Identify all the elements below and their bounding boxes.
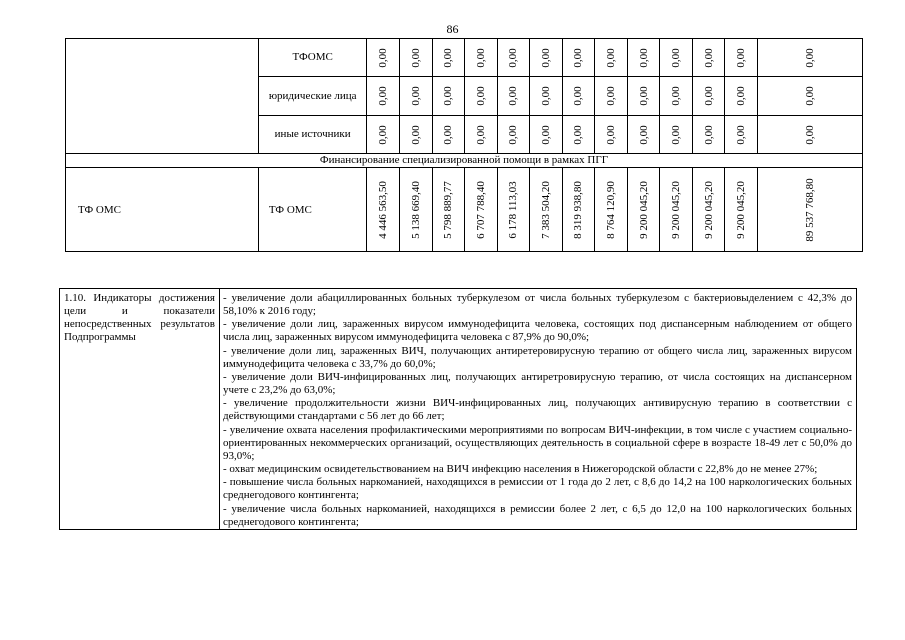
amount-cell [530, 39, 563, 77]
amount-value: 0,00 [442, 86, 455, 106]
amount-cell [497, 39, 530, 77]
indicators-table [59, 288, 857, 530]
amount-value: 0,00 [605, 47, 618, 68]
amount-value: 9 200 045,20 [702, 180, 715, 239]
amount-cell [562, 168, 595, 252]
amount-cell [757, 116, 862, 154]
amount-value: 0,00 [507, 47, 520, 68]
amount-value: 9 200 045,20 [637, 180, 650, 239]
funding-source-cell: юридические лица [258, 77, 367, 116]
amount-value: 7 383 504,20 [539, 180, 552, 239]
amount-cell [595, 168, 628, 252]
amount-cell [367, 39, 400, 77]
amount-cell [692, 116, 725, 154]
amount-cell [692, 39, 725, 77]
amount-value: 0,00 [702, 86, 715, 106]
amount-cell [432, 39, 465, 77]
amount-cell [757, 77, 862, 116]
amount-cell [627, 77, 660, 116]
amount-value: 0,00 [572, 124, 585, 145]
amount-value: 0,00 [637, 124, 650, 145]
amount-value: 0,00 [637, 86, 650, 106]
amount-value: 0,00 [474, 124, 487, 145]
amount-cell [530, 116, 563, 154]
amount-value: 0,00 [409, 86, 422, 106]
organization-cell-empty [66, 39, 259, 154]
amount-cell [465, 39, 498, 77]
section-header-row [66, 154, 863, 168]
amount-value: 0,00 [670, 124, 683, 145]
amount-cell [725, 77, 758, 116]
amount-cell [627, 168, 660, 252]
amount-cell [562, 39, 595, 77]
amount-cell [497, 77, 530, 116]
amount-value: 9 200 045,20 [670, 180, 683, 239]
amount-value: 0,00 [670, 86, 683, 106]
amount-value: 0,00 [474, 47, 487, 68]
amount-cell [627, 116, 660, 154]
page-number: 86 [446, 22, 459, 36]
amount-value: 4 446 563,50 [377, 180, 390, 239]
indicator-item: - увеличение доли лиц, зараженных вирусом иммунодефицита человека, состоящих под диспансерным наблюдением от общего числа лиц, зараженных вирусом иммунодефицита человека с 87,9% до 90,0%; [223, 318, 852, 344]
amount-cell [660, 77, 693, 116]
amount-value: 0,00 [803, 86, 816, 106]
indicator-item: - охват медицинским освидетельствованием на ВИЧ инфекцию населения в Нижегородской области с 22,8% до не менее 27%; [223, 463, 818, 476]
amount-value: 0,00 [637, 47, 650, 68]
indicator-item: - увеличение продолжительности жизни ВИЧ-инфицированных лиц, получающих антивирусную терапию в соответствии с действующими стандартами с 56 лет до 66 лет; [223, 397, 852, 423]
amount-value: 0,00 [702, 47, 715, 68]
organization-cell: ТФ ОМС [66, 168, 259, 252]
amount-cell [692, 168, 725, 252]
funding-source-cell: ТФОМС [258, 39, 367, 77]
amount-cell [627, 39, 660, 77]
amount-cell [367, 168, 400, 252]
section-header: Финансирование специализированной помощи в рамках ПГГ [66, 154, 863, 168]
amount-value: 0,00 [377, 47, 390, 68]
amount-value: 6 178 113,03 [507, 180, 520, 239]
indicator-item: - увеличение доли ВИЧ-инфицированных лиц, получающих антиретровирусную терапию, от числа состоящих на диспансерном учете с 23,2% до 63,0%; [223, 370, 852, 397]
financing-table [65, 38, 863, 252]
amount-cell [692, 77, 725, 116]
amount-cell [432, 168, 465, 252]
amount-cell [725, 168, 758, 252]
amount-cell [562, 77, 595, 116]
amount-cell [757, 39, 862, 77]
indicators-row [60, 289, 857, 530]
amount-cell [660, 168, 693, 252]
amount-cell [530, 77, 563, 116]
amount-cell [660, 116, 693, 154]
amount-value: 0,00 [803, 47, 816, 68]
amount-cell [757, 168, 862, 252]
amount-cell [465, 116, 498, 154]
amount-value: 0,00 [442, 124, 455, 145]
amount-cell [530, 168, 563, 252]
indicator-item: - повышение числа больных наркоманией, находящихся в ремиссии от 1 года до 2 лет, с 8,6 до 14,2 на 100 наркологических больных среднегодового контингента; [223, 476, 852, 502]
amount-value: 8 319 938,80 [572, 180, 585, 239]
amount-value: 0,00 [702, 124, 715, 145]
amount-value: 0,00 [605, 124, 618, 145]
amount-cell [432, 77, 465, 116]
indicators-label: 1.10. Индикаторы достижения цели и показатели непосредственных результатов Подпрограммы [60, 289, 220, 530]
amount-value: 5 138 669,40 [409, 180, 422, 239]
indicator-item: - увеличение доли абациллированных больных туберкулезом от числа больных туберкулезом с бактериовыделением с 42,3% до 58,10% к 2016 году; [223, 292, 852, 318]
amount-cell [725, 116, 758, 154]
amount-value: 0,00 [572, 47, 585, 68]
amount-cell [595, 77, 628, 116]
amount-value: 0,00 [507, 86, 520, 106]
indicator-item: - увеличение охвата населения профилактическими мероприятиями по вопросам ВИЧ-инфекции, в том числе с участием социально-ориентированных некоммерческих организаций, осуществляющих деятельность в социальной сфере в возрасте 18-49 лет с 50,0% до 93,0%; [223, 423, 852, 462]
amount-value: 0,00 [377, 124, 390, 145]
amount-value: 0,00 [507, 124, 520, 145]
amount-value: 0,00 [572, 86, 585, 106]
amount-value: 0,00 [442, 47, 455, 68]
amount-cell [399, 168, 432, 252]
indicators-list [220, 289, 857, 530]
amount-value: 0,00 [539, 86, 552, 106]
amount-value: 0,00 [670, 47, 683, 68]
indicator-item: - увеличение числа больных наркоманией, находящихся в ремиссии более 2 лет, с 6,5 до 12,0 на 100 наркологических больных среднегодового контингента; [223, 502, 852, 528]
amount-value: 0,00 [735, 124, 748, 145]
amount-cell [465, 168, 498, 252]
amount-value: 5 798 889,77 [442, 180, 455, 239]
amount-cell [595, 39, 628, 77]
indicator-item: - увеличение доли лиц, зараженных ВИЧ, получающих антиретеровирусную терапию от общего числа лиц, зараженных вирусом иммунодефицита человека с 33,7% до 60,0%; [223, 344, 852, 370]
amount-cell [497, 168, 530, 252]
amount-cell [399, 77, 432, 116]
amount-value: 89 537 768,80 [803, 177, 816, 242]
amount-cell [399, 39, 432, 77]
amount-value: 9 200 045,20 [735, 180, 748, 239]
funding-source-cell: ТФ ОМС [258, 168, 367, 252]
funding-source-cell: иные источники [258, 116, 367, 154]
amount-value: 0,00 [409, 47, 422, 68]
amount-cell [399, 116, 432, 154]
amount-cell [660, 39, 693, 77]
amount-cell [595, 116, 628, 154]
amount-cell [497, 116, 530, 154]
amount-value: 0,00 [474, 86, 487, 106]
spec-financing-row [66, 168, 863, 252]
amount-value: 0,00 [735, 47, 748, 68]
amount-cell [562, 116, 595, 154]
amount-value: 0,00 [409, 124, 422, 145]
amount-cell [432, 116, 465, 154]
amount-cell [367, 77, 400, 116]
amount-value: 0,00 [539, 47, 552, 68]
amount-value: 0,00 [377, 86, 390, 106]
amount-value: 0,00 [539, 124, 552, 145]
amount-value: 0,00 [735, 86, 748, 106]
amount-value: 0,00 [803, 124, 816, 145]
amount-cell [367, 116, 400, 154]
financing-row [66, 39, 863, 77]
amount-value: 8 764 120,90 [605, 180, 618, 239]
amount-cell [465, 77, 498, 116]
amount-value: 6 707 788,40 [474, 180, 487, 239]
amount-value: 0,00 [605, 86, 618, 106]
amount-cell [725, 39, 758, 77]
